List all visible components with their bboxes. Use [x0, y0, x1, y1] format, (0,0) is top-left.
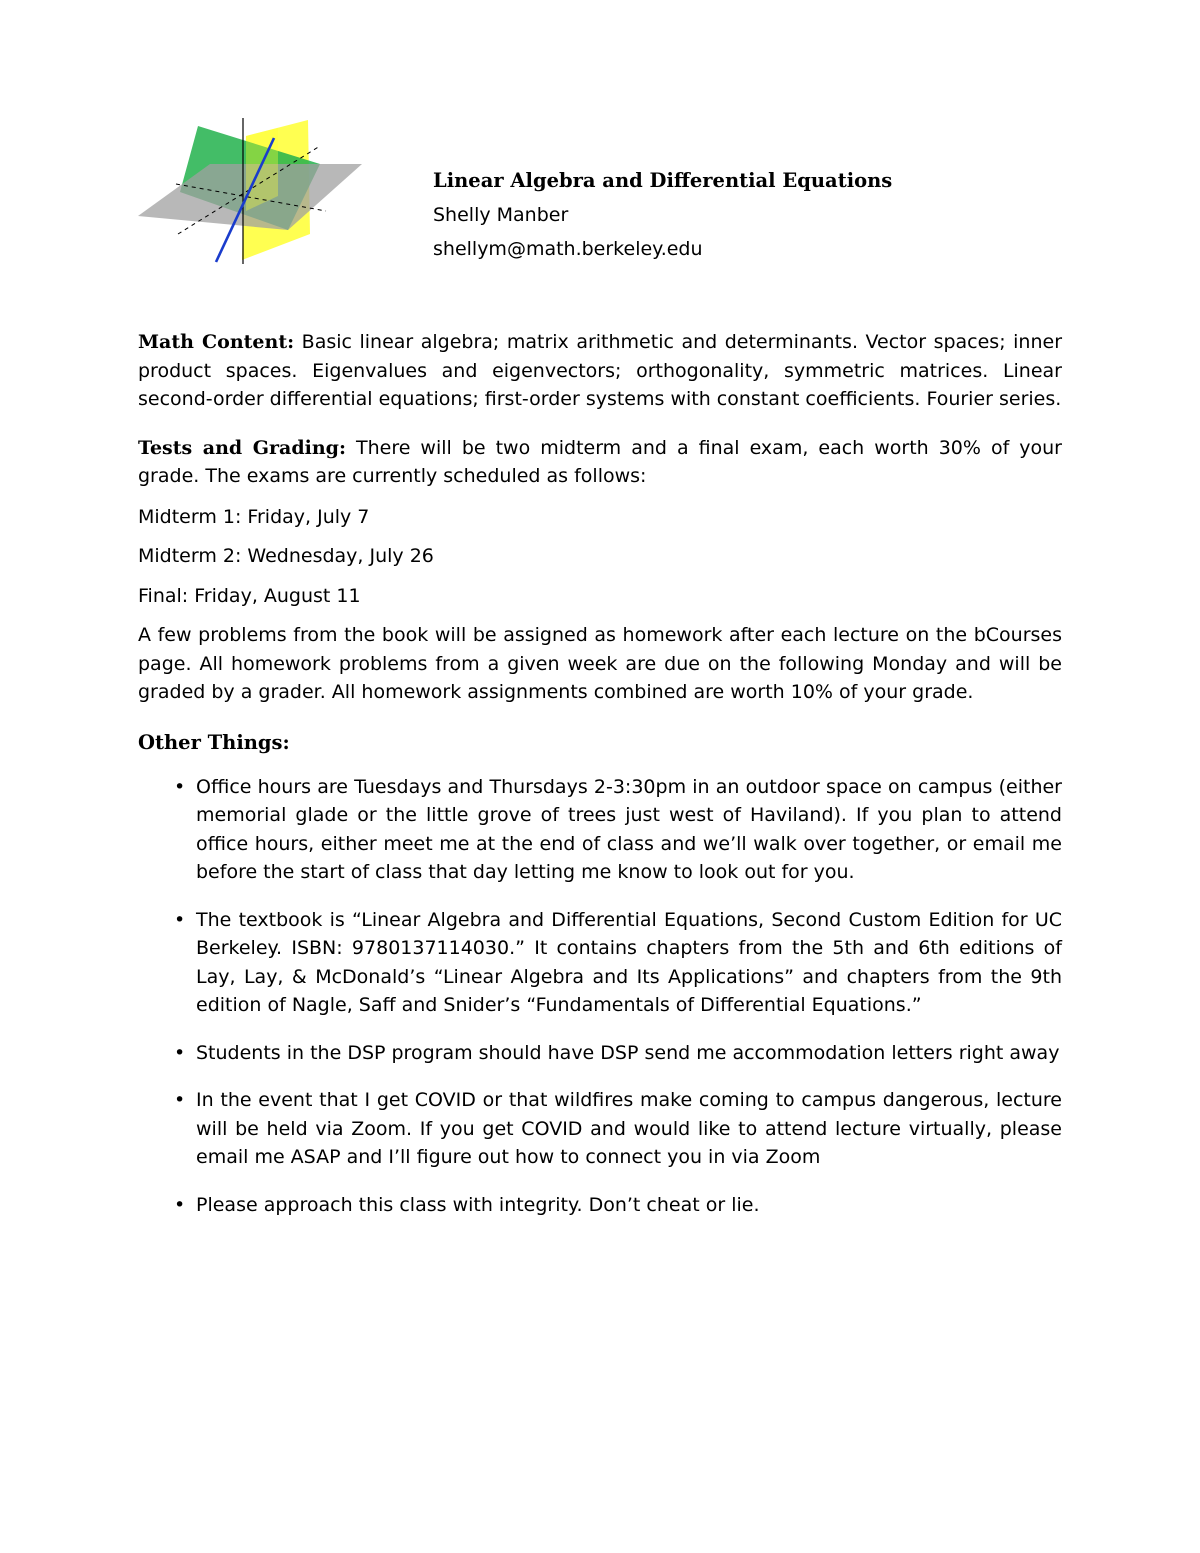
- tests-text: There will be two midterm and a final exam, each worth 30% of your grade. The exams are currently scheduled as follows:: [138, 436, 1062, 487]
- homework-paragraph: A few problems from the book will be assigned as homework after each lecture on the bCourses page. All homework problems from a given week are due on the following Monday and will be graded by a grader. All homework assignments combined are worth 10% of your grade.: [138, 624, 1062, 703]
- list-item-text: Office hours are Tuesdays and Thursdays 2-3:30pm in an outdoor space on campus (either memorial glade or the little grove of trees just west of Haviland). If you plan to attend office hours, either meet me at the end of class and we’ll walk over together, or email me before the start of class that day letting me know to look out for you.: [196, 775, 1062, 883]
- math-content-label: Math Content:: [138, 331, 295, 353]
- bullet-icon: •: [174, 1193, 186, 1216]
- author-email: shellym@math.berkeley.edu: [433, 238, 703, 260]
- tests-label: Tests and Grading:: [138, 436, 346, 459]
- bullet-icon: •: [174, 775, 186, 798]
- list-item-text: Please approach this class with integrity. Don’t cheat or lie.: [196, 1193, 760, 1216]
- list-item-text: The textbook is “Linear Algebra and Differential Equations, Second Custom Edition for UC Berkeley. ISBN: 9780137114030.” It contains chapters from the 5th and 6th editions of Lay, Lay, & McDonald’s “Linear Algebra and Its Applications” and chapters from the 9th edition of Nagle, Saff and Snider’s “Fundamentals of Differential Equations.”: [196, 908, 1062, 1016]
- list-item: [138, 773, 1062, 887]
- syllabus-body: [138, 328, 1062, 1238]
- course-title: Linear Algebra and Differential Equations: [433, 169, 893, 192]
- list-item-text: Students in the DSP program should have DSP send me accommodation letters right away: [196, 1041, 1060, 1064]
- list-item: [138, 1191, 1062, 1220]
- final-date: Final: Friday, August 11: [138, 584, 361, 607]
- math-content-text: Basic linear algebra; matrix arithmetic and determinants. Vector spaces; inner product spaces. Eigenvalues and eigenvectors; orthogonality, symmetric matrices. Linear second-order differential equations; first-order systems with constant coefficients. Fourier series.: [138, 331, 1062, 410]
- list-item: [138, 1086, 1062, 1172]
- course-header: [433, 166, 892, 266]
- bullet-icon: •: [174, 1041, 186, 1064]
- author-name: Shelly Manber: [433, 204, 569, 226]
- midterm-2-date: Midterm 2: Wednesday, July 26: [138, 545, 434, 567]
- 3d-planes-icon: [138, 116, 364, 266]
- midterm-1-date: Midterm 1: Friday, July 7: [138, 505, 370, 528]
- list-item-text: In the event that I get COVID or that wildfires make coming to campus dangerous, lecture will be held via Zoom. If you get COVID and would like to attend lecture virtually, please email me ASAP and I’ll figure out how to connect you in via Zoom: [196, 1089, 1062, 1168]
- tests-paragraph: [138, 434, 1062, 491]
- bullet-icon: •: [174, 1089, 186, 1111]
- bullet-icon: •: [174, 908, 186, 931]
- other-things-list: [138, 773, 1062, 1220]
- math-content-paragraph: [138, 328, 1062, 414]
- other-things-heading: Other Things:: [138, 730, 290, 754]
- list-item: [138, 906, 1062, 1020]
- list-item: [138, 1039, 1062, 1068]
